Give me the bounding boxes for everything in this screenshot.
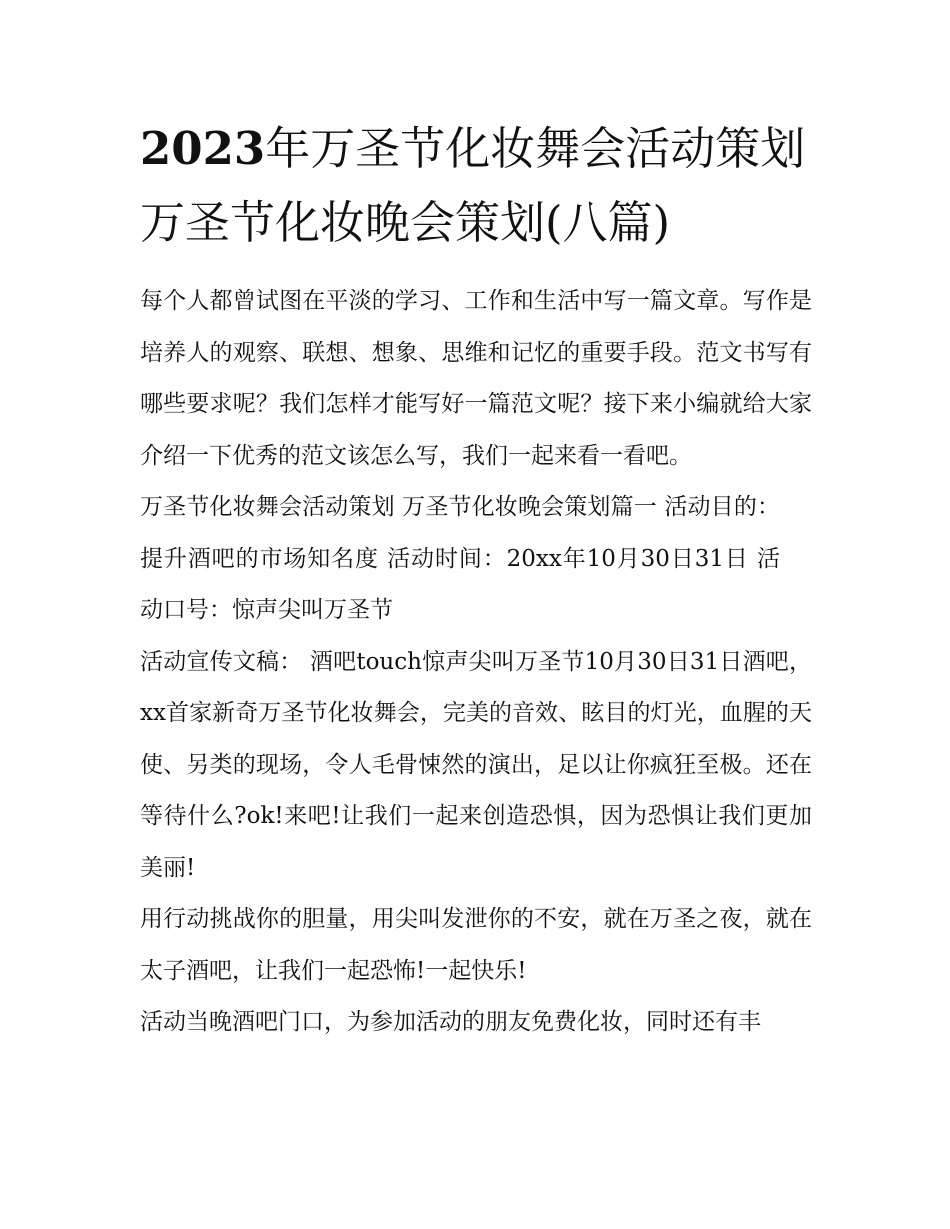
title-text: 年万圣节化妆舞会活动策划 万圣节化妆晚会策划(八篇) (140, 122, 806, 249)
promo-text-paragraph: 活动宣传文稿： 酒吧touch惊声尖叫万圣节10月30日31日酒吧，xx首家新奇万圣节化妆舞会，完美的音效、眩目的灯光，血腥的天使、另类的现场，令人毛骨悚然的演出，足以让你疯狂至极。还在等待什么?ok!来吧!让我们一起来创造恐惧，因为恐惧让我们更加美丽! (140, 648, 812, 881)
intro-paragraph: 每个人都曾试图在平淡的学习、工作和生活中写一篇文章。写作是培养人的观察、联想、想象、思维和记忆的重要手段。范文书写有哪些要求呢？我们怎样才能写好一篇范文呢？接下来小编就给大家介绍一下优秀的范文该怎么写，我们一起来看一看吧。 (140, 288, 812, 469)
title-year: 2023 (140, 122, 266, 175)
document-body (140, 112, 812, 1049)
event-night-paragraph: 活动当晚酒吧门口，为参加活动的朋友免费化妆，同时还有丰 (140, 1009, 761, 1035)
document-title (140, 112, 812, 260)
challenge-paragraph: 用行动挑战你的胆量，用尖叫发泄你的不安，就在万圣之夜，就在太子酒吧，让我们一起恐怖!一起快乐! (140, 906, 812, 984)
activity-purpose-paragraph: 万圣节化妆舞会活动策划 万圣节化妆晚会策划篇一 活动目的：提升酒吧的市场知名度 活动时间：20xx年10月30日31日 活动口号：惊声尖叫万圣节 (140, 494, 780, 623)
